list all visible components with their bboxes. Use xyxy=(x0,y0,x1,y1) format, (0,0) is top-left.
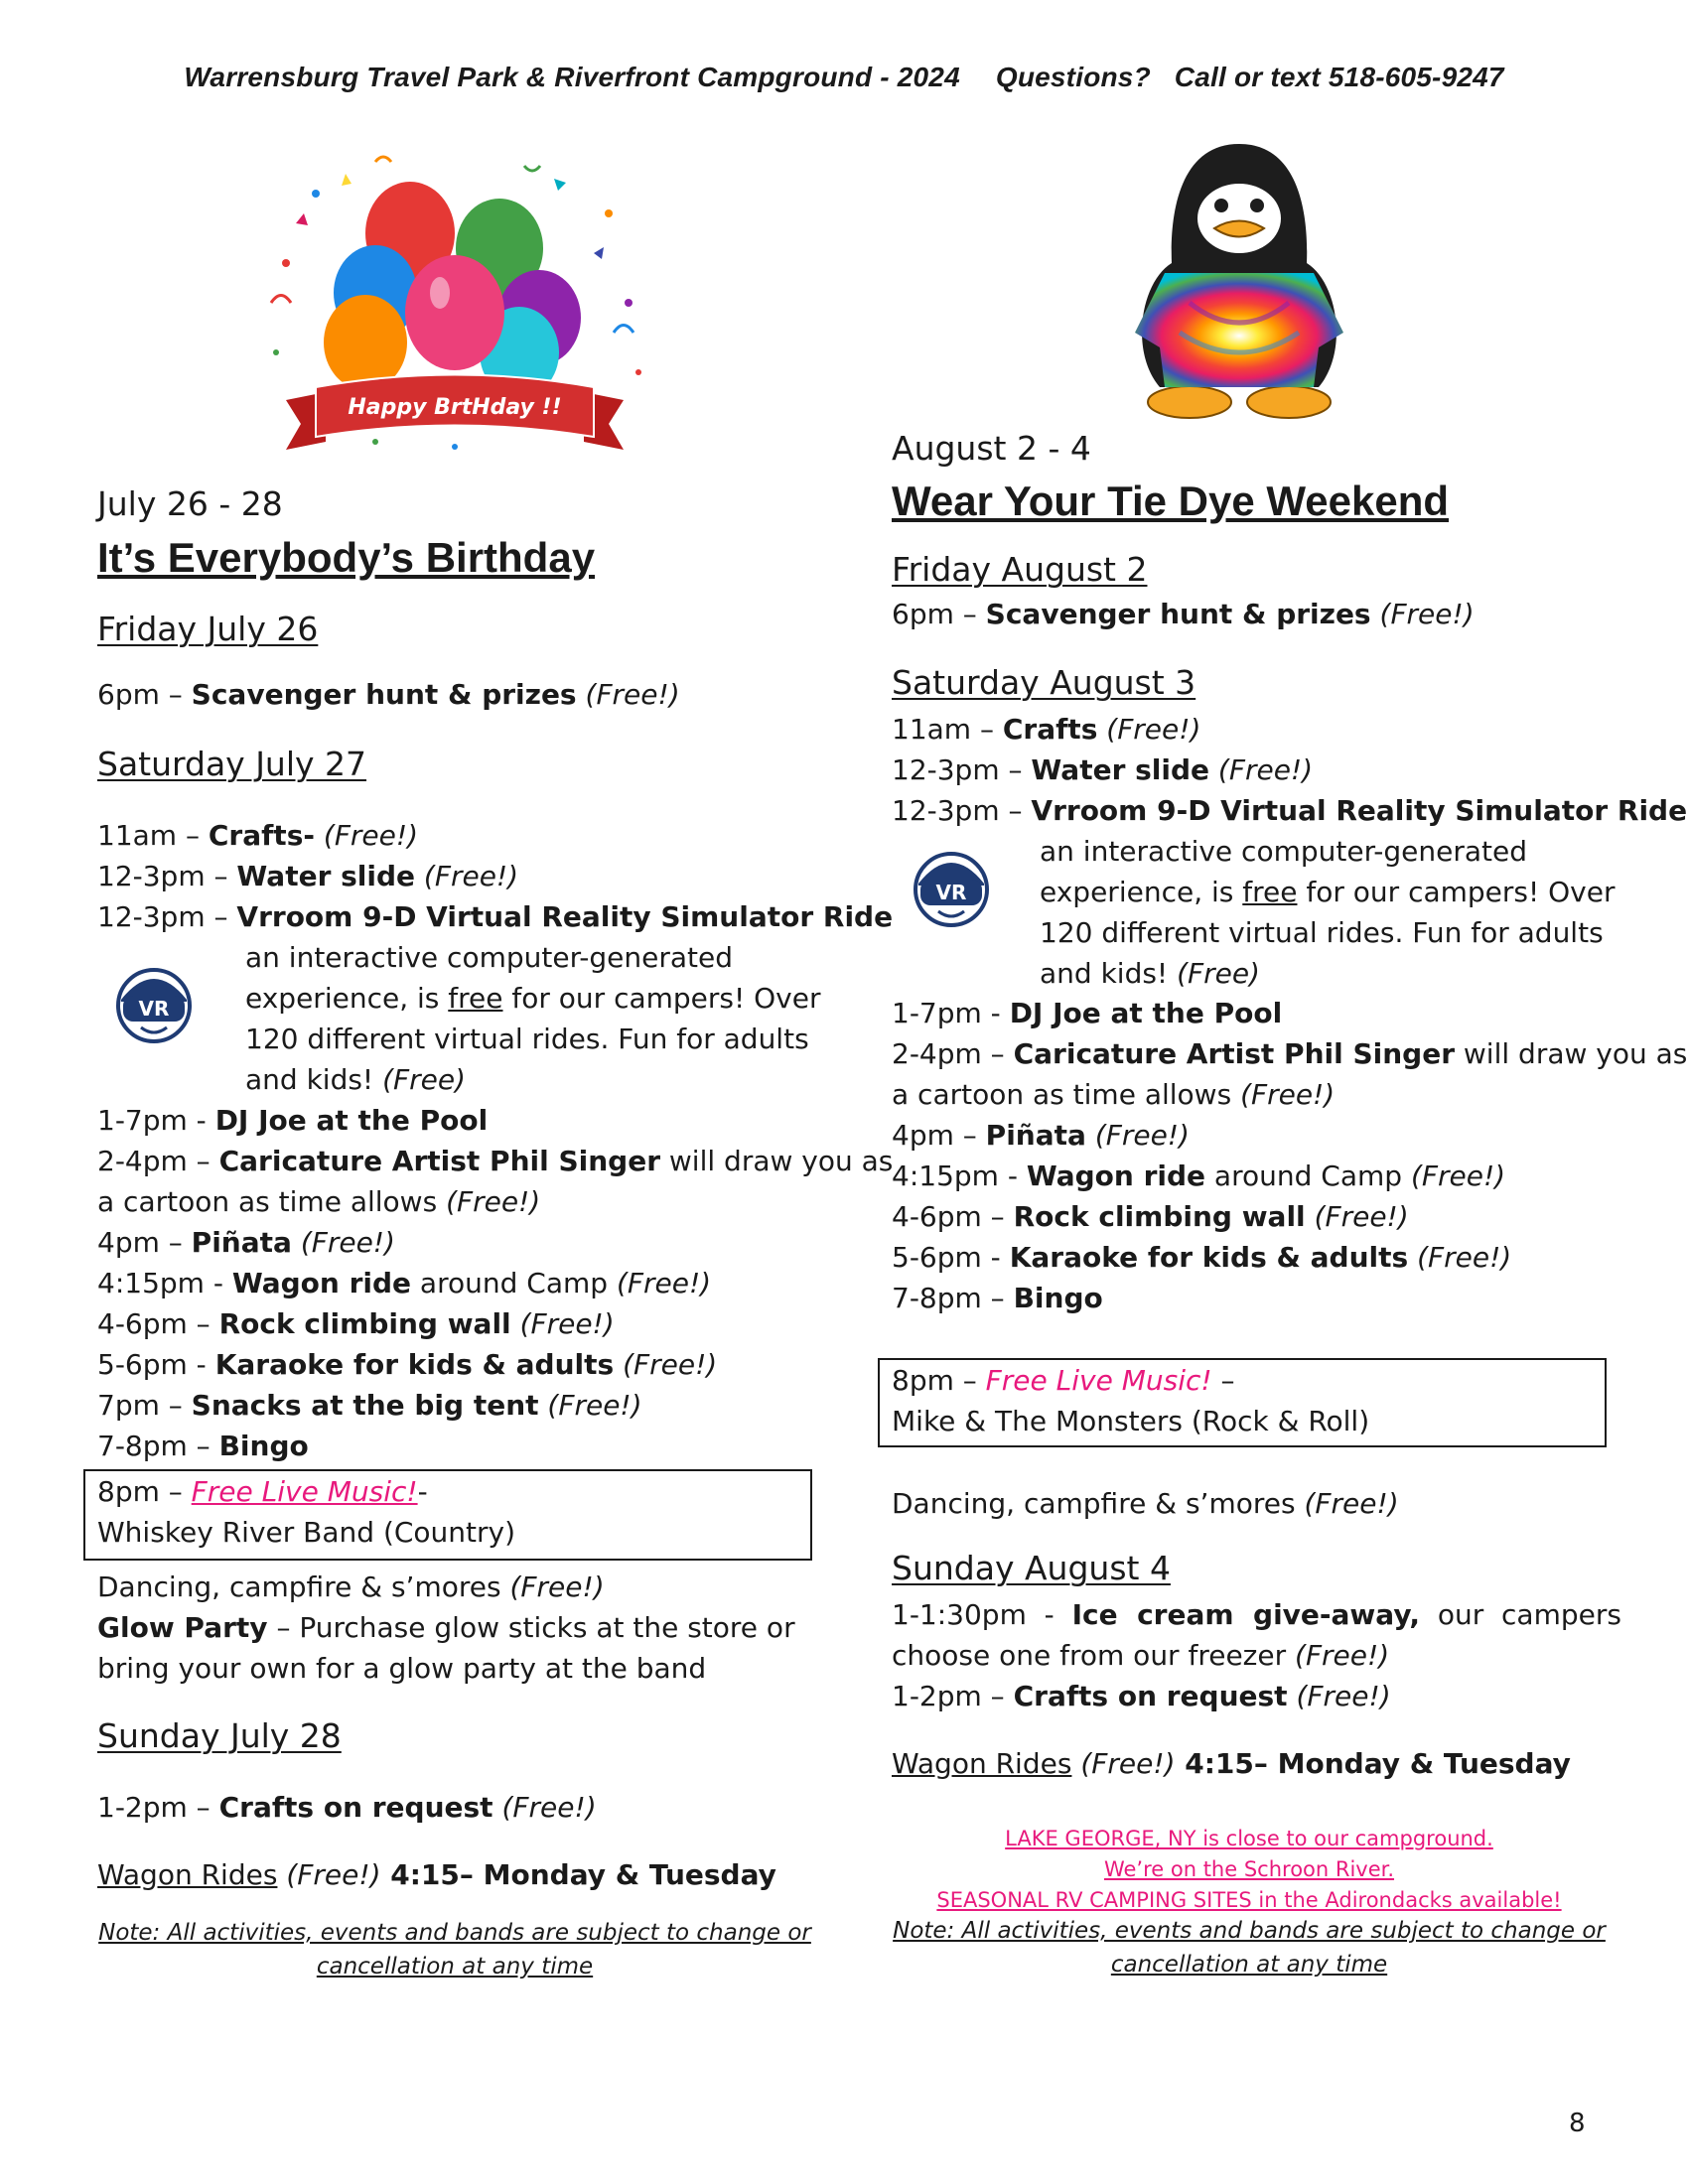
left-sat-item-rock: 4-6pm – Rock climbing wall (Free!) xyxy=(97,1307,615,1340)
left-friday-item: 6pm – Scavenger hunt & prizes (Free!) xyxy=(97,678,680,711)
right-sat-item-rock: 4-6pm – Rock climbing wall (Free!) xyxy=(892,1200,1409,1233)
right-sun-crafts: 1-2pm – Crafts on request (Free!) xyxy=(892,1680,1391,1712)
balloon-icon xyxy=(324,182,581,398)
right-saturday-heading: Saturday August 3 xyxy=(892,663,1196,702)
promo-schroon-river[interactable]: We’re on the Schroon River. xyxy=(1103,1857,1395,1881)
right-sunday-heading: Sunday August 4 xyxy=(892,1549,1171,1587)
right-event-title: Wear Your Tie Dye Weekend xyxy=(892,478,1450,524)
left-sat-item-crafts: 11am – Crafts- (Free!) xyxy=(97,819,419,852)
left-glow-party: Glow Party – Purchase glow sticks at the store or xyxy=(97,1611,795,1644)
right-sun-ice-cream-cont: choose one from our freezer (Free!) xyxy=(892,1639,1390,1672)
right-sat-item-karaoke: 5-6pm - Karaoke for kids & adults (Free!) xyxy=(892,1241,1512,1274)
tie-dye-penguin-image xyxy=(1110,134,1368,427)
left-event-title: It’s Everybody’s Birthday xyxy=(97,534,596,581)
left-glow-party-cont: bring your own for a glow party at the band xyxy=(97,1652,707,1685)
birthday-banner-text: Happy BrtHday !! xyxy=(348,395,562,420)
left-sat-item-pinata: 4pm – Piñata (Free!) xyxy=(97,1226,395,1259)
left-sat-item-water-slide: 12-3pm – Water slide (Free!) xyxy=(97,860,519,892)
left-sat-item-karaoke: 5-6pm - Karaoke for kids & adults (Free!) xyxy=(97,1348,718,1381)
right-live-music: 8pm – Free Live Music! – xyxy=(892,1364,1235,1397)
page-header xyxy=(0,62,1688,93)
right-friday-item: 6pm – Scavenger hunt & prizes (Free!) xyxy=(892,598,1475,630)
promo-lake-george[interactable]: LAKE GEORGE, NY is close to our campground. xyxy=(1005,1827,1493,1850)
left-sat-item-caricature-cont: a cartoon as time allows (Free!) xyxy=(97,1185,541,1218)
left-sat-item-caricature: 2-4pm – Caricature Artist Phil Singer will draw you as xyxy=(97,1145,894,1177)
left-dates: July 26 - 28 xyxy=(97,484,283,523)
right-sat-item-caricature: 2-4pm – Caricature Artist Phil Singer will draw you as xyxy=(892,1037,1688,1070)
left-band-name: Whiskey River Band (Country) xyxy=(97,1516,516,1549)
left-sunday-heading: Sunday July 28 xyxy=(97,1716,342,1755)
left-live-music: 8pm – Free Live Music!- xyxy=(97,1475,428,1508)
left-sat-item-bingo: 7-8pm – Bingo xyxy=(97,1430,309,1462)
left-sat-item-dj: 1-7pm - DJ Joe at the Pool xyxy=(97,1104,489,1137)
left-sat-item-vr-ride: 12-3pm – Vrroom 9-D Virtual Reality Simulator Ride xyxy=(97,900,894,933)
left-sun-crafts: 1-2pm – Crafts on request (Free!) xyxy=(97,1791,597,1824)
right-sat-item-wagon: 4:15pm - Wagon ride around Camp (Free!) xyxy=(892,1160,1506,1192)
right-vr-description: an interactive computer-generated experience, is free for our campers! Over 120 different virtual rides. Fun for adults and kids! (Free) xyxy=(1040,835,1616,990)
birthday-balloons-image xyxy=(256,154,653,457)
page-number: 8 xyxy=(1569,2109,1586,2138)
header-park-name: Warrensburg Travel Park & Riverfront Campground - 2024 xyxy=(184,62,960,92)
svg-text:VR: VR xyxy=(138,997,170,1021)
left-vr-description: an interactive computer-generated experience, is free for our campers! Over 120 different virtual rides. Fun for adults and kids! (Free) xyxy=(245,941,821,1096)
right-sun-ice-cream: 1-1:30pm - Ice cream give-away, our campers xyxy=(892,1598,1621,1631)
right-sat-item-bingo: 7-8pm – Bingo xyxy=(892,1282,1103,1314)
right-sat-item-vr-ride: 12-3pm – Vrroom 9-D Virtual Reality Simulator Ride xyxy=(892,794,1688,827)
right-dates: August 2 - 4 xyxy=(892,429,1091,468)
header-contact: Questions? Call or text 518-605-9247 xyxy=(995,62,1504,92)
right-sat-item-dj: 1-7pm - DJ Joe at the Pool xyxy=(892,997,1283,1029)
right-sat-item-caricature-cont: a cartoon as time allows (Free!) xyxy=(892,1078,1336,1111)
left-saturday-heading: Saturday July 27 xyxy=(97,745,367,783)
left-sat-item-snacks: 7pm – Snacks at the big tent (Free!) xyxy=(97,1389,642,1422)
right-sat-item-pinata: 4pm – Piñata (Free!) xyxy=(892,1119,1190,1152)
birthday-banner xyxy=(286,375,624,451)
left-dancing: Dancing, campfire & s’mores (Free!) xyxy=(97,1570,605,1603)
right-sat-item-water-slide: 12-3pm – Water slide (Free!) xyxy=(892,753,1314,786)
right-band-name: Mike & The Monsters (Rock & Roll) xyxy=(892,1405,1370,1437)
right-sun-wagon: Wagon Rides (Free!) 4:15– Monday & Tuesday xyxy=(892,1747,1571,1780)
left-disclaimer: Note: All activities, events and bands are subject to change or cancellation at any time xyxy=(98,1920,811,1979)
left-friday-heading: Friday July 26 xyxy=(97,610,319,648)
right-friday-heading: Friday August 2 xyxy=(892,550,1148,589)
right-disclaimer: Note: All activities, events and bands are subject to change or cancellation at any time xyxy=(893,1918,1606,1978)
svg-text:VR: VR xyxy=(935,881,967,904)
right-dancing: Dancing, campfire & s’mores (Free!) xyxy=(892,1487,1399,1520)
vr-headset-icon xyxy=(907,842,996,931)
promo-seasonal-sites[interactable]: SEASONAL RV CAMPING SITES in the Adirondacks available! xyxy=(936,1888,1562,1912)
right-sat-item-crafts: 11am – Crafts (Free!) xyxy=(892,713,1201,746)
left-sun-wagon: Wagon Rides (Free!) 4:15– Monday & Tuesday xyxy=(97,1858,776,1891)
vr-headset-icon xyxy=(109,958,199,1047)
left-sat-item-wagon: 4:15pm - Wagon ride around Camp (Free!) xyxy=(97,1267,712,1299)
